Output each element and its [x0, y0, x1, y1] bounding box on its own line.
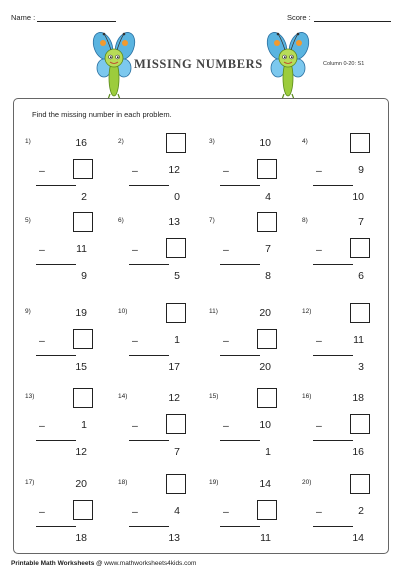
problem — [302, 304, 384, 390]
problem — [302, 213, 384, 299]
problem — [118, 134, 200, 220]
answer-box[interactable] — [257, 388, 277, 408]
score-field[interactable] — [314, 21, 391, 22]
answer-box[interactable] — [73, 212, 93, 232]
difference: 0 — [174, 191, 180, 203]
minus-sign: – — [39, 244, 45, 256]
answer-box[interactable] — [73, 159, 93, 179]
subtrahend: 1 — [81, 419, 87, 431]
problem — [25, 213, 107, 299]
equals-rule — [129, 264, 169, 265]
minus-sign: – — [132, 506, 138, 518]
equals-rule — [36, 526, 76, 527]
minus-sign: – — [39, 335, 45, 347]
problem — [209, 475, 291, 561]
subtrahend: 1 — [174, 334, 180, 346]
problem-number: 16) — [302, 393, 312, 400]
answer-box[interactable] — [257, 159, 277, 179]
butterfly-right-illustration — [266, 28, 310, 104]
problem-number: 18) — [118, 479, 128, 486]
answer-box[interactable] — [73, 500, 93, 520]
problem — [209, 304, 291, 390]
problem-number: 11) — [209, 308, 218, 315]
minuend: 20 — [75, 478, 87, 490]
subtrahend: 12 — [168, 164, 180, 176]
minuend: 19 — [75, 307, 87, 319]
minus-sign: – — [132, 335, 138, 347]
minuend: 20 — [259, 307, 271, 319]
answer-box[interactable] — [73, 388, 93, 408]
footer-label: Printable Math Worksheets @ — [11, 560, 103, 567]
subtrahend: 2 — [358, 505, 364, 517]
minus-sign: – — [223, 244, 229, 256]
difference: 16 — [352, 446, 364, 458]
equals-rule — [36, 185, 76, 186]
subtrahend: 10 — [259, 419, 271, 431]
equals-rule — [129, 440, 169, 441]
equals-rule — [220, 440, 260, 441]
problem — [118, 213, 200, 299]
minus-sign: – — [39, 506, 45, 518]
column-code: Column 0-20: S1 — [323, 61, 365, 67]
difference: 14 — [352, 532, 364, 544]
problem-number: 14) — [118, 393, 128, 400]
problem-number: 6) — [118, 217, 124, 224]
problem-number: 12) — [302, 308, 312, 315]
difference: 8 — [265, 270, 271, 282]
answer-box[interactable] — [257, 329, 277, 349]
minuend: 14 — [259, 478, 271, 490]
difference: 18 — [75, 532, 87, 544]
problem-number: 3) — [209, 138, 215, 145]
problem-number: 20) — [302, 479, 312, 486]
footer-url[interactable]: www.mathworksheets4kids.com — [104, 560, 197, 567]
equals-rule — [36, 355, 76, 356]
answer-box[interactable] — [350, 474, 370, 494]
problem — [118, 304, 200, 390]
minus-sign: – — [223, 335, 229, 347]
equals-rule — [220, 355, 260, 356]
difference: 13 — [168, 532, 180, 544]
name-field[interactable] — [37, 21, 116, 22]
problem — [209, 213, 291, 299]
equals-rule — [36, 264, 76, 265]
subtrahend: 11 — [353, 334, 364, 346]
subtrahend: 9 — [358, 164, 364, 176]
answer-box[interactable] — [166, 238, 186, 258]
answer-box[interactable] — [350, 238, 370, 258]
problem — [25, 304, 107, 390]
problem — [118, 475, 200, 561]
equals-rule — [220, 185, 260, 186]
equals-rule — [220, 526, 260, 527]
difference: 5 — [174, 270, 180, 282]
problem — [25, 134, 107, 220]
minuend: 13 — [168, 216, 180, 228]
problem — [302, 475, 384, 561]
equals-rule — [129, 526, 169, 527]
problem — [118, 389, 200, 475]
minus-sign: – — [316, 244, 322, 256]
difference: 1 — [265, 446, 271, 458]
problem-number: 15) — [209, 393, 219, 400]
minuend: 12 — [168, 392, 180, 404]
answer-box[interactable] — [350, 133, 370, 153]
equals-rule — [313, 526, 353, 527]
equals-rule — [313, 185, 353, 186]
footer — [11, 560, 196, 567]
problem-number: 13) — [25, 393, 35, 400]
answer-box[interactable] — [257, 500, 277, 520]
problem-number: 9) — [25, 308, 31, 315]
difference: 4 — [265, 191, 271, 203]
problem — [302, 389, 384, 475]
subtrahend: 4 — [174, 505, 180, 517]
problem-number: 1) — [25, 138, 31, 145]
problem — [302, 134, 384, 220]
equals-rule — [220, 264, 260, 265]
butterfly-left-illustration — [92, 28, 136, 104]
equals-rule — [129, 355, 169, 356]
difference: 9 — [81, 270, 87, 282]
worksheet-title: MISSING NUMBERS — [134, 57, 263, 71]
score-label: Score : — [287, 13, 311, 22]
minuend: 18 — [352, 392, 364, 404]
answer-box[interactable] — [73, 329, 93, 349]
equals-rule — [313, 355, 353, 356]
difference: 3 — [358, 361, 364, 373]
problem — [25, 389, 107, 475]
equals-rule — [313, 440, 353, 441]
problem-number: 5) — [25, 217, 31, 224]
problem — [25, 475, 107, 561]
problem-number: 2) — [118, 138, 124, 145]
problem — [209, 389, 291, 475]
answer-box[interactable] — [166, 414, 186, 434]
minuend: 10 — [259, 137, 271, 149]
difference: 15 — [75, 361, 87, 373]
problem-number: 19) — [209, 479, 219, 486]
difference: 12 — [75, 446, 87, 458]
answer-box[interactable] — [350, 303, 370, 323]
problem-number: 8) — [302, 217, 308, 224]
problem-number: 7) — [209, 217, 215, 224]
equals-rule — [313, 264, 353, 265]
equals-rule — [129, 185, 169, 186]
minus-sign: – — [39, 165, 45, 177]
minus-sign: – — [132, 420, 138, 432]
minus-sign: – — [132, 244, 138, 256]
difference: 11 — [260, 532, 271, 544]
minuend: 16 — [75, 137, 87, 149]
answer-box[interactable] — [257, 212, 277, 232]
minuend: 7 — [358, 216, 364, 228]
problems-panel — [13, 98, 389, 554]
minus-sign: – — [132, 165, 138, 177]
instruction-text: Find the missing number in each problem. — [32, 110, 172, 119]
difference: 20 — [259, 361, 271, 373]
minus-sign: – — [39, 420, 45, 432]
name-label: Name : — [11, 13, 36, 22]
problem — [209, 134, 291, 220]
minus-sign: – — [316, 335, 322, 347]
difference: 7 — [174, 446, 180, 458]
minus-sign: – — [223, 165, 229, 177]
answer-box[interactable] — [350, 414, 370, 434]
subtrahend: 7 — [265, 243, 271, 255]
minus-sign: – — [316, 165, 322, 177]
answer-box[interactable] — [166, 133, 186, 153]
minus-sign: – — [316, 506, 322, 518]
problem-number: 4) — [302, 138, 308, 145]
answer-box[interactable] — [166, 474, 186, 494]
answer-box[interactable] — [166, 303, 186, 323]
problem-number: 17) — [25, 479, 35, 486]
difference: 2 — [81, 191, 87, 203]
difference: 10 — [352, 191, 364, 203]
minus-sign: – — [223, 506, 229, 518]
difference: 17 — [168, 361, 180, 373]
equals-rule — [36, 440, 76, 441]
problem-number: 10) — [118, 308, 128, 315]
difference: 6 — [358, 270, 364, 282]
minus-sign: – — [223, 420, 229, 432]
subtrahend: 11 — [76, 243, 87, 255]
minus-sign: – — [316, 420, 322, 432]
